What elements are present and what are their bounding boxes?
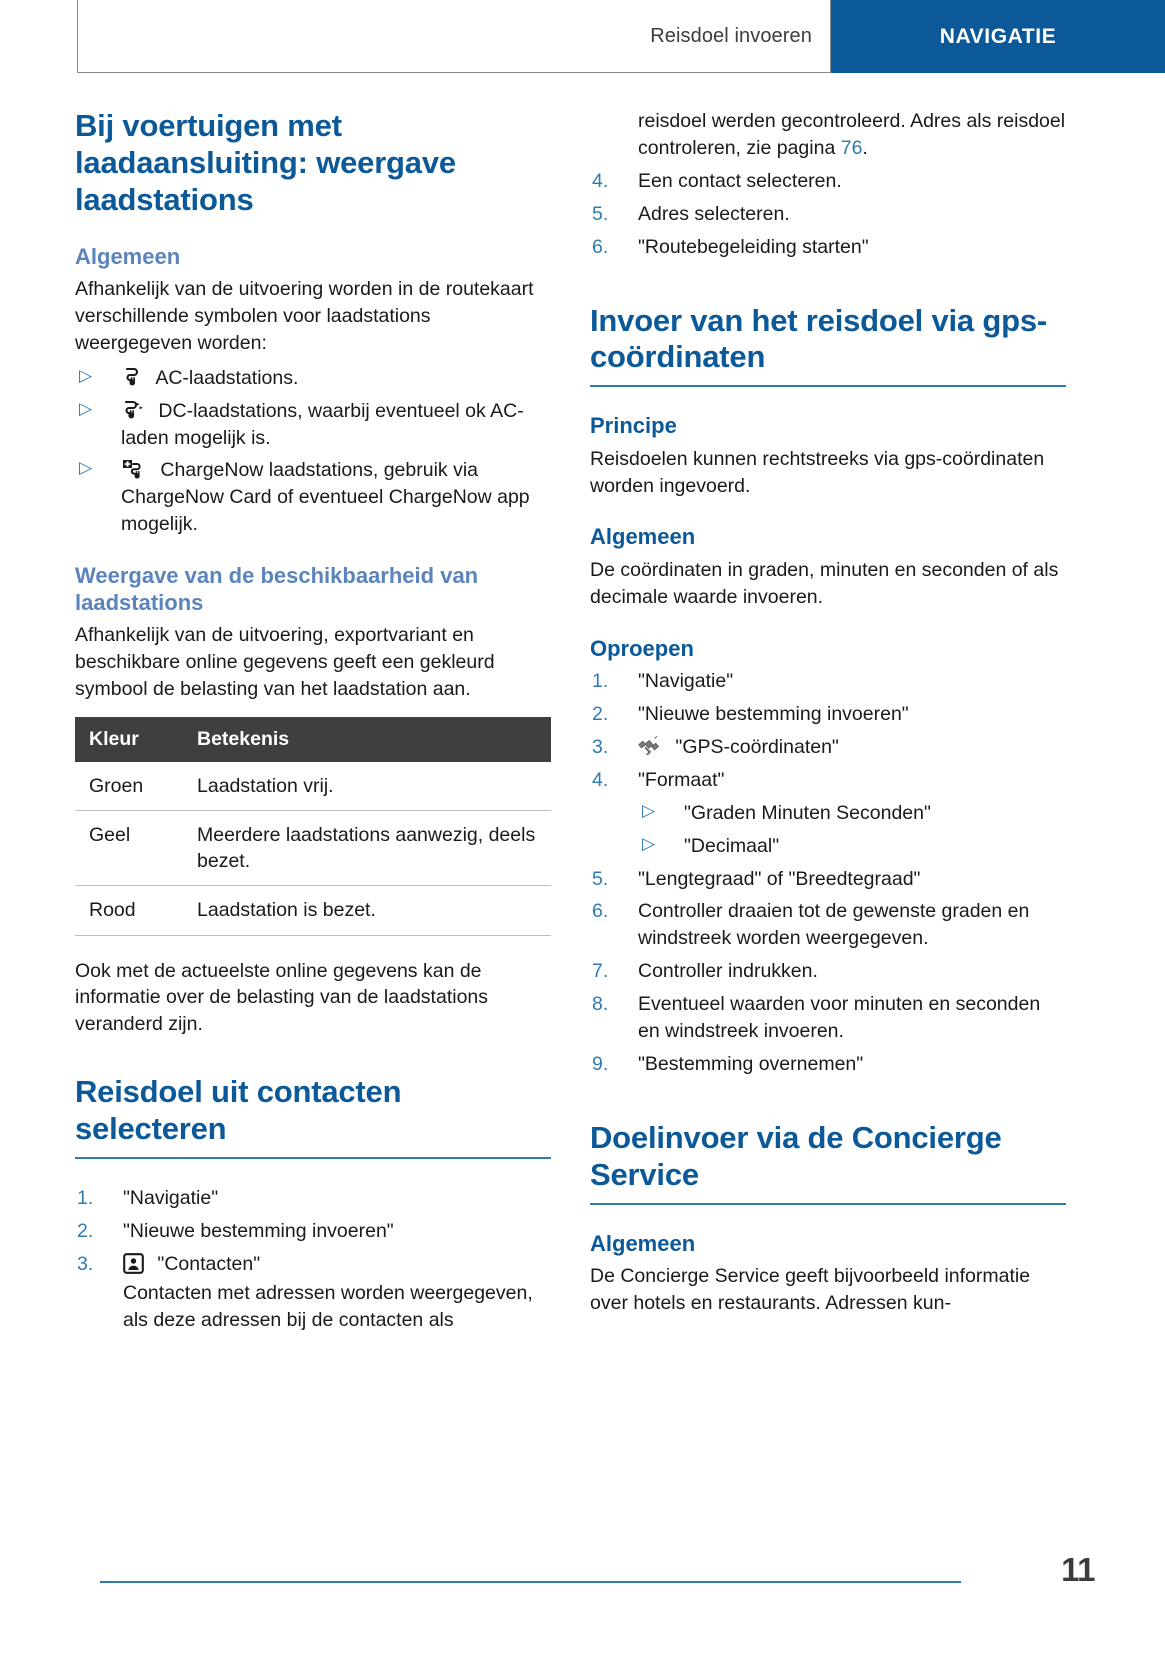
- triangle-bullet-icon: ▷: [79, 365, 93, 385]
- page-number: 11: [1061, 1551, 1095, 1588]
- step-label: "Navigatie": [123, 1187, 219, 1210]
- spacer: [75, 936, 551, 958]
- table-cell-color: Groen: [75, 762, 185, 811]
- right-column: [590, 108, 1066, 1317]
- running-head-section-label: NAVIGATIE: [939, 24, 1057, 48]
- step-number: 3.: [592, 735, 609, 758]
- list-item: [75, 1218, 551, 1245]
- triangle-bullet-icon: ▷: [642, 833, 656, 853]
- step-label: Eventueel waarden voor minuten en seconden en windstreek invoeren.: [638, 993, 1041, 1043]
- step-number: 5.: [592, 867, 609, 890]
- table-body: [75, 762, 551, 935]
- subheading-availability-display: Weergave van de beschikbaarheid van laadstations: [75, 563, 479, 615]
- list-item: [590, 201, 1066, 228]
- step-label: Een contact selecteren.: [638, 169, 842, 192]
- paragraph-algemeen-concierge: De Concierge Service geeft bijvoorbeeld informatie over hotels en restaurants. Adressen kun-: [590, 1265, 1031, 1314]
- paragraph-contacts-note-continued: [590, 108, 1066, 162]
- running-head-section-tab: [831, 0, 1165, 73]
- option-label: "Graden Minuten Seconden": [684, 801, 931, 824]
- step-label: "Bestemming overnemen": [638, 1052, 864, 1075]
- chargenow-plug-icon: [121, 458, 147, 480]
- subheading-oproepen: Oproepen: [590, 635, 694, 661]
- list-item: [590, 734, 1066, 761]
- step-label: "Lengtegraad" of "Breedtegraad": [638, 867, 921, 890]
- color-meaning-table: [75, 717, 551, 936]
- step-label: Adres selecteren.: [638, 202, 790, 225]
- contacts-steps-continued-list: [590, 168, 1066, 261]
- step-note: Contacten met adressen worden weergegeven, als deze adressen bij de contacten als: [123, 1281, 533, 1331]
- section-title-gps-coordinates: Invoer van het reisdoel via gps-coördinaten: [590, 303, 1066, 388]
- list-item: [75, 457, 551, 538]
- step-label: "Contacten": [157, 1252, 261, 1275]
- left-column: [75, 108, 551, 1340]
- gps-steps-continued-list: [590, 866, 1066, 1078]
- step-label: Controller indrukken.: [638, 960, 818, 983]
- spacer: [75, 1038, 551, 1074]
- dc-charging-plug-icon: [121, 399, 145, 421]
- list-item: [75, 1251, 551, 1334]
- step-number: 4.: [592, 768, 609, 791]
- contacts-steps-list: [75, 1185, 551, 1334]
- note-continued-period: .: [862, 136, 868, 159]
- page-footer: [100, 1535, 1095, 1605]
- step-number: 2.: [592, 702, 609, 725]
- paragraph-principe: Reisdoelen kunnen rechtstreeks via gps-coördinaten worden ingevoerd.: [590, 447, 1045, 497]
- step-number: 1.: [592, 670, 609, 693]
- list-item-label: DC-laadstations, waarbij eventueel ok AC-laden mogelijk is.: [121, 399, 524, 449]
- list-item: [638, 833, 1066, 860]
- table-cell-color: Geel: [75, 811, 185, 886]
- list-item: [638, 800, 1066, 827]
- step-number: 1.: [77, 1187, 94, 1210]
- step-number: 3.: [77, 1252, 94, 1275]
- step-label: "GPS-coördinaten": [675, 735, 839, 758]
- format-options-list: [638, 800, 1066, 860]
- list-item: [590, 701, 1066, 728]
- subheading-algemeen-concierge: Algemeen: [590, 1230, 696, 1256]
- running-head-title-box: [77, 0, 830, 73]
- subheading-principe: Principe: [590, 413, 677, 439]
- table-row: [75, 811, 551, 886]
- paragraph-availability-intro: Afhankelijk van de uitvoering, exportvariant en beschikbare online gegevens geeft een gekleurd symbool de belasting van het laadstation aan.: [75, 623, 495, 700]
- list-item: [590, 168, 1066, 195]
- option-label: "Decimaal": [684, 834, 780, 857]
- table-cell-meaning: Laadstation vrij.: [185, 762, 551, 811]
- triangle-bullet-icon: ▷: [79, 458, 93, 478]
- spacer: [590, 1084, 1066, 1120]
- ac-charging-plug-icon: [121, 366, 143, 388]
- list-item: [75, 365, 551, 392]
- contacts-icon: [123, 1253, 144, 1274]
- paragraph-algemeen-gps: De coördinaten in graden, minuten en seconden of als decimale waarde invoeren.: [590, 558, 1059, 608]
- step-label: "Routebegeleiding starten": [638, 235, 869, 258]
- list-item-label: ChargeNow laadstations, gebruik via ChargeNow Card of eventueel ChargeNow app mogelijk.: [121, 459, 530, 536]
- note-continued-text: reisdoel werden gecontroleerd. Adres als reisdoel controleren, zie pagina: [638, 110, 1066, 159]
- subheading-algemeen-1: Algemeen: [75, 243, 181, 269]
- step-number: 8.: [592, 993, 609, 1016]
- table-header-row: [75, 717, 551, 762]
- spacer: [590, 267, 1066, 303]
- table-row: [75, 886, 551, 935]
- section-title-charging-stations: Bij voertuigen met laadaansluiting: weergave laadstations: [75, 108, 456, 217]
- page-reference: 76: [840, 136, 863, 159]
- list-item: [590, 991, 1066, 1045]
- table-head: [75, 717, 551, 762]
- list-item: [590, 668, 1066, 695]
- footer-rule: [100, 1581, 961, 1583]
- step-number: 9.: [592, 1052, 609, 1075]
- table-header-kleur: Kleur: [75, 717, 185, 762]
- paragraph-availability-outro: Ook met de actueelste online gegevens kan de informatie over de belasting van de laadstations veranderd zijn.: [75, 959, 489, 1036]
- step-number: 6.: [592, 235, 609, 258]
- triangle-bullet-icon: ▷: [642, 800, 656, 820]
- list-item: [590, 898, 1066, 952]
- list-item: [590, 234, 1066, 261]
- step-label: "Nieuwe bestemming invoeren": [638, 702, 909, 725]
- step-label: Controller draaien tot de gewenste graden en windstreek worden weergegeven.: [638, 900, 1030, 950]
- gps-satellite-icon: [638, 735, 662, 757]
- list-item: [75, 1185, 551, 1212]
- step-number: 6.: [592, 900, 609, 923]
- running-head-chapter-title: Reisdoel invoeren: [650, 25, 812, 47]
- step-label: "Formaat": [638, 768, 725, 791]
- running-head: [77, 0, 1165, 73]
- step-label: "Nieuwe bestemming invoeren": [123, 1219, 394, 1242]
- triangle-bullet-icon: ▷: [79, 398, 93, 418]
- list-item-label: AC-laadstations.: [155, 366, 299, 389]
- step-number: 4.: [592, 169, 609, 192]
- section-title-concierge-service: Doelinvoer via de Concierge Service: [590, 1120, 1066, 1205]
- page-columns: [75, 108, 1095, 1533]
- list-item: [590, 1051, 1066, 1078]
- table-header-betekenis: Betekenis: [185, 717, 551, 762]
- charging-station-symbol-list: [75, 365, 551, 538]
- table-cell-meaning: Laadstation is bezet.: [185, 886, 551, 935]
- list-item: [590, 866, 1066, 893]
- list-item: [590, 958, 1066, 985]
- table-cell-meaning: Meerdere laadstations aanwezig, deels bezet.: [185, 811, 551, 886]
- table-cell-color: Rood: [75, 886, 185, 935]
- gps-steps-list: [590, 668, 1066, 794]
- list-item: [75, 398, 551, 452]
- paragraph-charging-symbols-intro: Afhankelijk van de uitvoering worden in de routekaart verschillende symbolen voor laadstations weergegeven worden:: [75, 278, 534, 354]
- step-label: "Navigatie": [638, 670, 734, 693]
- table-row: [75, 762, 551, 811]
- step-number: 2.: [77, 1219, 94, 1242]
- step-number: 7.: [592, 960, 609, 983]
- section-title-contacts-destination: Reisdoel uit contacten selecteren: [75, 1074, 551, 1159]
- step-number: 5.: [592, 202, 609, 225]
- list-item: [590, 767, 1066, 794]
- subheading-algemeen-gps: Algemeen: [590, 524, 696, 550]
